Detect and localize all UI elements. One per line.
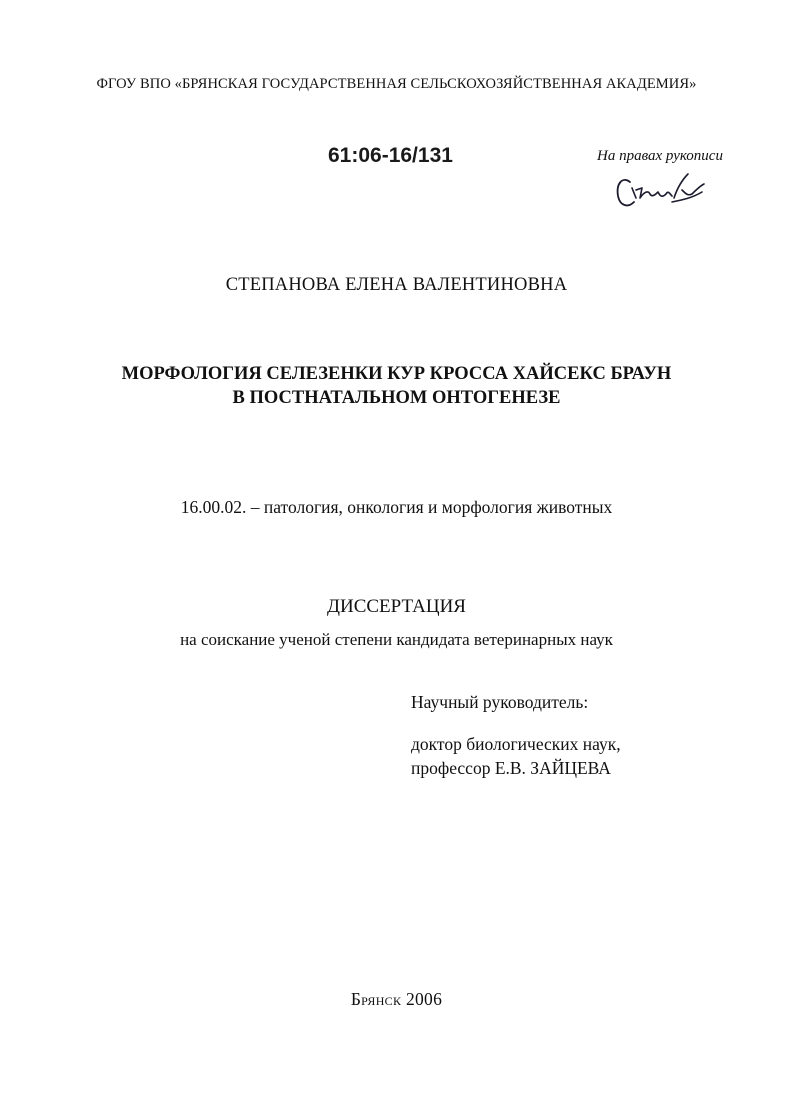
- author-name: СТЕПАНОВА ЕЛЕНА ВАЛЕНТИНОВНА: [225, 275, 568, 295]
- supervisor-details: [411, 732, 621, 780]
- manuscript-rights-note: На правах рукописи: [597, 148, 723, 164]
- thesis-title: [0, 362, 793, 410]
- place-and-year: Брянск 2006: [350, 989, 443, 1009]
- institution-header: ФГОУ ВПО «БРЯНСКАЯ ГОСУДАРСТВЕННАЯ СЕЛЬСКОХОЗЯЙСТВЕННАЯ АКАДЕМИЯ»: [96, 76, 697, 92]
- catalog-number: 61:06-16/131: [328, 144, 453, 167]
- specialty-code: 16.00.02. – патология, онкология и морфология животных: [180, 497, 613, 517]
- degree-description: на соискание ученой степени кандидата ветеринарных наук: [180, 630, 613, 649]
- supervisor-name: профессор Е.В. ЗАЙЦЕВА: [411, 758, 611, 778]
- supervisor-heading: Научный руководитель:: [411, 692, 589, 712]
- thesis-title-line-2: В ПОСТНАТАЛЬНОМ ОНТОГЕНЕЗЕ: [232, 388, 561, 408]
- supervisor-degree: доктор биологических наук,: [411, 734, 621, 754]
- document-type: ДИССЕРТАЦИЯ: [327, 596, 466, 617]
- handwritten-signature: [612, 168, 708, 216]
- thesis-title-line-1: МОРФОЛОГИЯ СЕЛЕЗЕНКИ КУР КРОССА ХАЙСЕКС БРАУН: [121, 364, 672, 384]
